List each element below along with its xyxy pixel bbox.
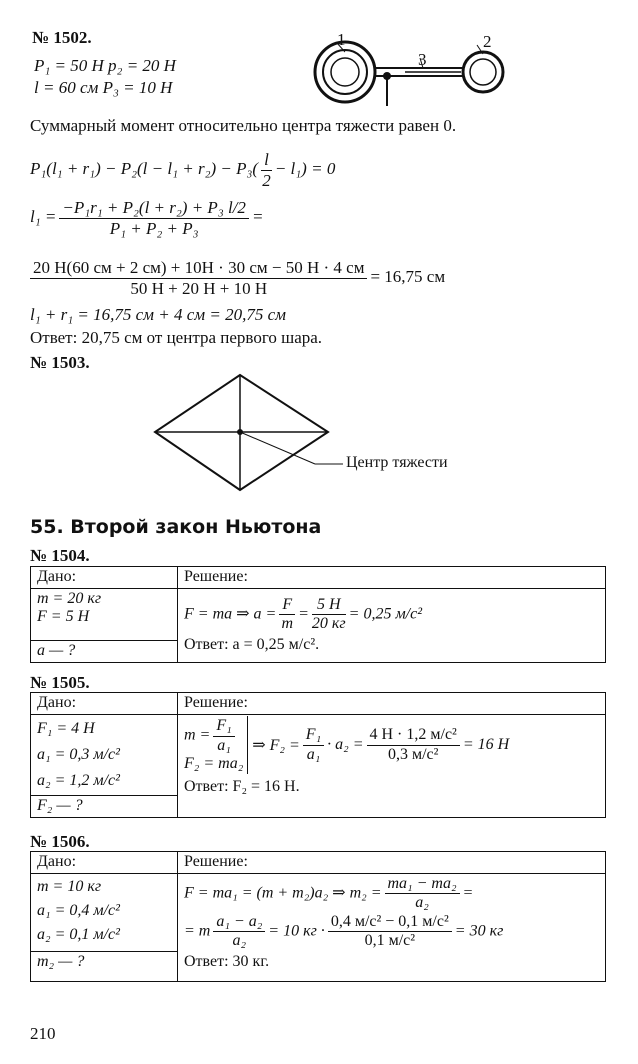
table-1504 bbox=[30, 566, 606, 663]
solution-header: Решение: bbox=[178, 567, 606, 589]
given-1505-2: a₁ = 0,3 м/с² bbox=[37, 746, 120, 763]
center-of-gravity-label: Центр тяжести bbox=[346, 454, 448, 471]
equation-1502-1: P₁(l₁ + r₁) − P₂(l − l₁ + r₂) − P₃( $\frac{l}{2}$ − l₁) = 0 bbox=[30, 150, 336, 190]
answer-1502: Ответ: 20,75 см от центра первого шара. bbox=[30, 328, 323, 347]
find-1505: F₂ — ? bbox=[31, 796, 178, 818]
figure-label-3: 3 bbox=[418, 50, 427, 69]
given-header: Дано: bbox=[31, 567, 178, 589]
figure-label-2: 2 bbox=[483, 32, 492, 51]
solution-header: Решение: bbox=[178, 852, 606, 874]
given-header: Дано: bbox=[31, 693, 178, 715]
rhombus-figure bbox=[150, 370, 370, 495]
problem-1504-number: № 1504. bbox=[30, 546, 90, 565]
solution-1504: F = ma ⇒ a = $\frac{F}{m}$ = $\frac{5 Н}{20 кг}$ = 0,25 м/с² bbox=[184, 596, 422, 633]
equation-1502-4: l₁ + r₁ = 16,75 см + 4 см = 20,75 см bbox=[30, 305, 286, 324]
given-1504-1: m = 20 кг bbox=[37, 590, 102, 607]
equation-1502-2: l₁ = $\frac{\text{−P₁r₁ + P₂(l + r₂) + P₃ l/2}}{\text{P₁ + P₂ + P₃}}$ = bbox=[30, 198, 264, 238]
find-1504: a — ? bbox=[31, 641, 178, 663]
problem-1503-number: № 1503. bbox=[30, 353, 90, 372]
find-1506: m₂ — ? bbox=[31, 952, 178, 982]
given-1506-2: a₁ = 0,4 м/с² bbox=[37, 902, 120, 919]
given-1506-1: m = 10 кг bbox=[37, 878, 102, 895]
given-1506-3: a₂ = 0,1 м/с² bbox=[37, 926, 120, 943]
equation-1502-3: $\frac{20 Н(60 см + 2 см) + 10Н \cdot 30 см - 50 Н \cdot 4 см}{50 Н + 20 Н + 10 Н}$ = 16,75 см bbox=[30, 258, 445, 298]
problem-1505-number: № 1505. bbox=[30, 673, 90, 692]
given-1504-2: F = 5 Н bbox=[37, 608, 90, 625]
solution-1506-line2: = m $\frac{\text{a₁ − a₂}}{\text{a₂}}$ = 10 кг · $\frac{\text{0,4 м/с² − 0,1 м/с²}}{\text{0,1 м/с²}}$ = 30 кг bbox=[184, 912, 504, 950]
table-1505 bbox=[30, 692, 606, 818]
given-1505-3: a₂ = 1,2 м/с² bbox=[37, 772, 120, 789]
given-1505-1: F₁ = 4 Н bbox=[37, 720, 95, 737]
solution-1505: m = $\frac{\text{F₁}}{\text{a₁}}$ F₂ = ma₂ ⇒ F₂ = $\frac{\text{F₁}}{\text{a₁}}$ · a₂ = $\frac{\text{4 Н · 1,2 м/с²}}{\text{0,3 м/с²}}$ = 16 Н bbox=[184, 716, 599, 774]
given-1502-line2: l = 60 см P₃ = 10 Н bbox=[34, 78, 173, 97]
section-title: 55. Второй закон Ньютона bbox=[30, 516, 322, 538]
given-1502-line1: P₁ = 50 Н p₂ = 20 Н bbox=[34, 56, 176, 75]
solution-1506-line1: F = ma₁ = (m + m₂)a₂ ⇒ m₂ = $\frac{\text{ma₁ − ma₂}}{\text{a₂}}$ = bbox=[184, 875, 474, 912]
problem-1506-number: № 1506. bbox=[30, 832, 90, 851]
answer-1506: Ответ: 30 кг. bbox=[184, 952, 270, 970]
page-number: 210 bbox=[30, 1024, 56, 1043]
problem-1502-number: № 1502. bbox=[32, 28, 92, 47]
answer-1505: Ответ: F₂ = 16 Н. bbox=[184, 778, 300, 795]
statement-1502: Суммарный момент относительно центра тяжести равен 0. bbox=[30, 116, 457, 135]
figure-label-1: 1 bbox=[337, 30, 346, 49]
solution-header: Решение: bbox=[178, 693, 606, 715]
answer-1504: Ответ: a = 0,25 м/с². bbox=[184, 635, 320, 653]
table-1506 bbox=[30, 851, 606, 982]
given-header: Дано: bbox=[31, 852, 178, 874]
